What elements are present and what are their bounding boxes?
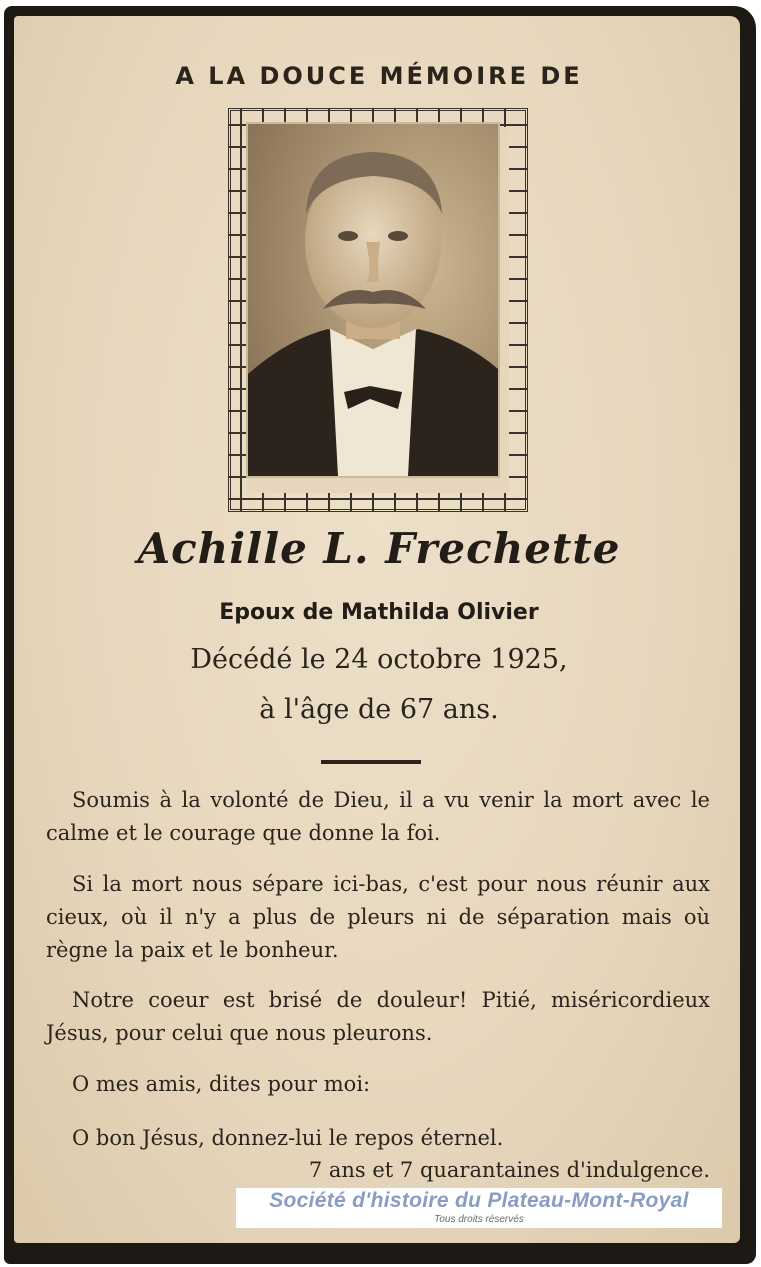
prayer-paragraph-2: Si la mort nous sépare ici-bas, c'est pour nous réunir aux cieux, où il n'y a plus de pleurs ni de séparation mais où règne la paix et le bonheur. [46, 872, 710, 962]
watermark-title: Société d'histoire du Plateau-Mont-Royal [269, 1189, 689, 1212]
spouse-line: Epoux de Mathilda Olivier [219, 600, 539, 625]
portrait-photo [246, 122, 500, 478]
deceased-name: Achille L. Frechette [137, 524, 621, 573]
indulgence-line: 7 ans et 7 quarantaines d'indulgence. [308, 1158, 710, 1182]
prayer-paragraph-4: O mes amis, dites pour moi: [72, 1072, 371, 1096]
card-content [14, 16, 744, 1246]
age-line: à l'âge de 67 ans. [259, 694, 499, 725]
portrait-photo-icon [248, 124, 498, 476]
memorial-header: A LA DOUCE MÉMOIRE DE [175, 62, 583, 90]
watermark [236, 1188, 722, 1228]
prayer-paragraph-5: O bon Jésus, donnez-lui le repos éternel. [72, 1126, 504, 1150]
watermark-subtitle: Tous droits réservés [434, 1214, 524, 1225]
prayer-paragraph-1: Soumis à la volonté de Dieu, il a vu venir la mort avec le calme et le courage que donne la foi. [46, 788, 710, 845]
divider [321, 760, 421, 764]
death-date-line: Décédé le 24 octobre 1925, [190, 644, 568, 675]
prayer-paragraph-3: Notre coeur est brisé de douleur! Pitié, miséricordieux Jésus, pour celui que nous pleurons. [46, 988, 710, 1045]
